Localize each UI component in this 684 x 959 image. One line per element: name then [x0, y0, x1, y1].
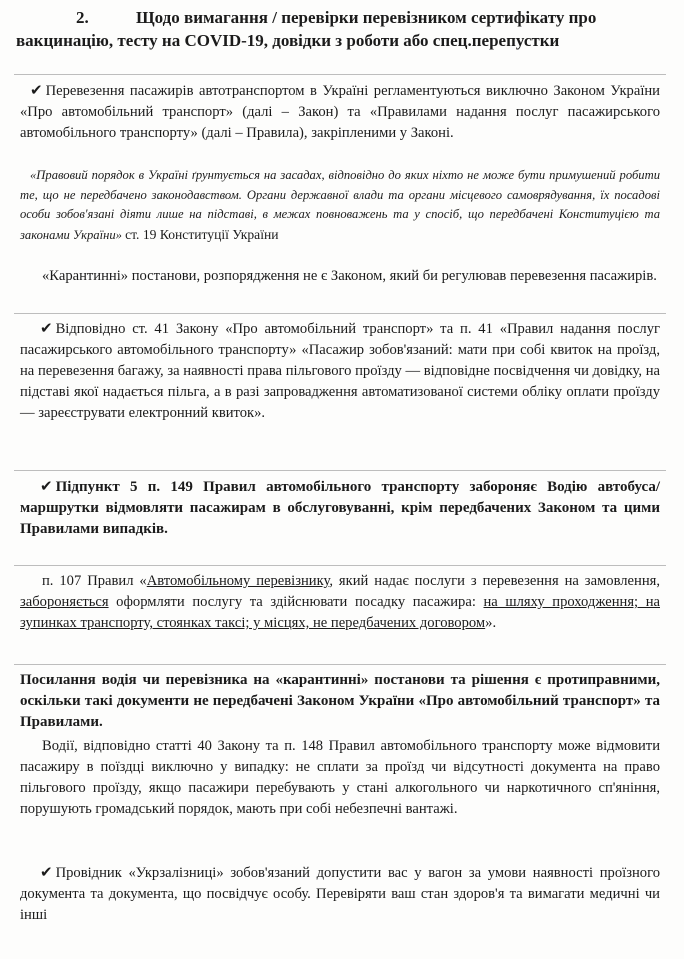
paragraph-quarantine-illegal: Посилання водія чи перевізника на «карантинні» постанови та рішення є протиправними, оскільки такі документи не передбачені Законом України «Про автомобільний транспорт» та Правилами.: [20, 672, 660, 730]
paragraph-rule-107: п. 107 Правил «Автомобільному перевізнику, який надає послуги з перевезення на замовлення, забороняється оформляти послугу та здійснювати посадку пасажира: на шляху проходження; на зупинках транспорту, стоянках таксі; у місцях, не передбачених договором».: [20, 573, 661, 631]
constitution-quote: «Правовий порядок в Україні ґрунтується на засадах, відповідно до яких ніхто не може бути примушений робити те, що не передбачено законодавством. Органи державної влади та органи місцевого самоврядування, їх посадові особи зобов'язані діяти лише на підставі, в межах повноважень та у спосіб, що передбачені Конституцією та законами України» ст. 19 Конституції України: [20, 168, 660, 242]
check-mark-icon: ✔: [40, 319, 53, 337]
section-heading: [16, 6, 664, 52]
underlined-carrier: Автомобільному перевізнику: [146, 573, 330, 589]
check-mark-icon: ✔: [40, 863, 53, 881]
divider: [14, 74, 666, 75]
divider: [14, 470, 666, 471]
paragraph-driver-grounds: Водії, відповідно статті 40 Закону та п. 148 Правил автомобільного транспорту може відмовити пасажиру в поїздці виключно у випадку: не сплати за проїзд чи відсутності документа на право пільгового проїзду, якщо пасажири перебувають у стані алкогольного чи наркотичного сп'яніння, порушують громадський порядок, мають при собі небезпечні вантажі.: [20, 738, 660, 817]
paragraph-passenger-duties: ✔ Відповідно ст. 41 Закону «Про автомобільний транспорт» та п. 41 «Правил надання послуг пасажирського автомобільного транспорту» «Пасажир зобов'язаний: мати при собі квиток на проїзд, на перевезення багажу, за наявності права пільгового проїзду — відповідне посвідчення чи довідку, на підставі якої надається пільга, а в разі запровадження автоматизованої системи обліку оплати проїзду — зареєструвати електронний квиток».: [20, 319, 660, 421]
paragraph-legal-basis: ✔ Перевезення пасажирів автотранспортом в Україні регламентуються виключно Законом України «Про автомобільний транспорт» (далі – Закон) та «Правилами надання послуг пасажирського автомобільного транспорту» (далі – Правила), закріпленими у Законі.: [20, 81, 660, 141]
underlined-places: на шляху проходження; на зупинках транспорту, стоянках таксі; у місцях, не передбачених договором: [20, 594, 660, 631]
divider: [14, 313, 666, 314]
divider: [14, 664, 666, 665]
check-mark-icon: ✔: [40, 477, 53, 495]
underlined-forbidden: забороняється: [20, 594, 109, 610]
paragraph-driver-refusal-ban: ✔ Підпункт 5 п. 149 Правил автомобільного транспорту забороняє Водію автобуса/маршрутки відмовляти пасажирам в обслуговуванні, крім передбачених Законом та цими Правилами випадків.: [20, 477, 660, 537]
paragraph-railway-conductor: ✔ Провідник «Укрзалізниці» зобов'язаний допустити вас у вагон за умови наявності проїзного документа та документа, що посвідчує особу. Перевіряти ваш стан здоров'я та вимагати медичні чи інші: [20, 863, 660, 923]
paragraph-quarantine-acts: «Карантинні» постанови, розпорядження не є Законом, який би регулював перевезення пасажирів.: [42, 268, 657, 284]
check-mark-icon: ✔: [30, 81, 43, 99]
divider: [14, 565, 666, 566]
section-title: Щодо вимагання / перевірки перевізником сертифікату про вакцинацію, тесту на COVID-19, довідки з роботи або спец.перепустки: [16, 8, 597, 50]
quote-source: ст. 19 Конституції України: [125, 226, 279, 242]
section-number: 2.: [76, 8, 89, 27]
